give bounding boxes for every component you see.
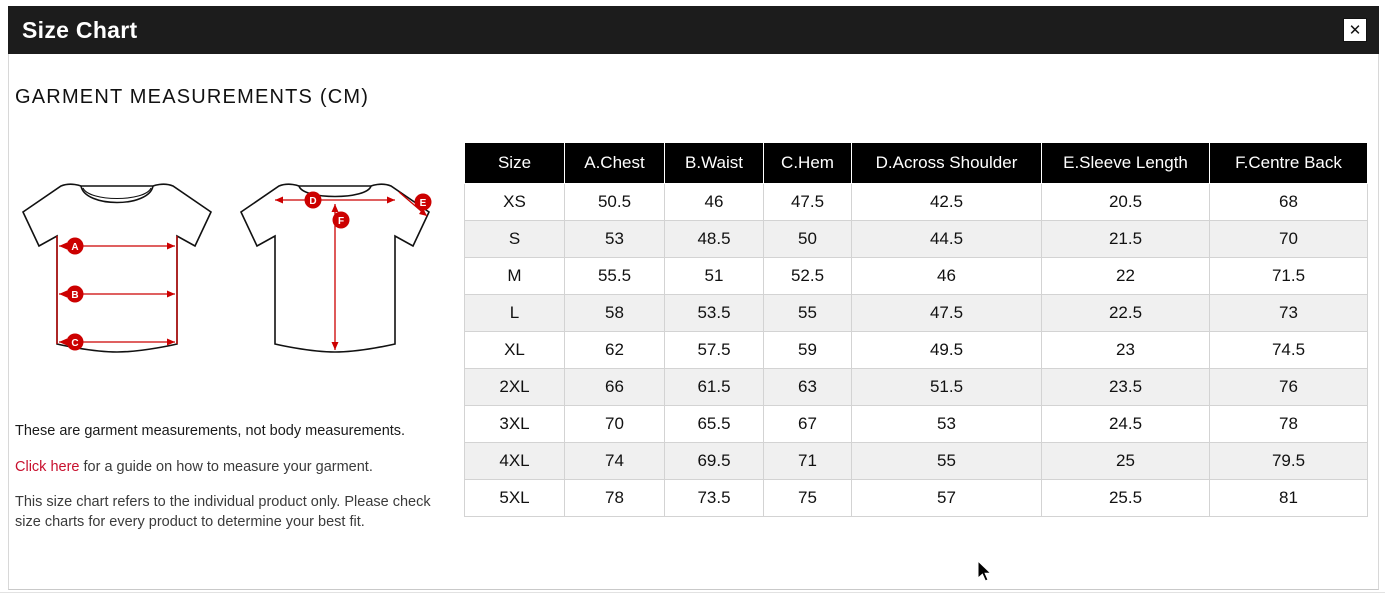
cell-chest: 50.5 xyxy=(565,184,665,221)
table-header-row xyxy=(465,143,1368,184)
table-row xyxy=(465,480,1368,517)
cell-size: L xyxy=(465,295,565,332)
left-column xyxy=(13,164,453,532)
cell-chest: 74 xyxy=(565,443,665,480)
cell-across-shoulder: 47.5 xyxy=(852,295,1042,332)
cell-size: 4XL xyxy=(465,443,565,480)
cell-waist: 57.5 xyxy=(665,332,764,369)
cell-size: 2XL xyxy=(465,369,565,406)
svg-text:D: D xyxy=(309,196,317,207)
table-row xyxy=(465,369,1368,406)
table-row xyxy=(465,443,1368,480)
cell-sleeve-length: 22.5 xyxy=(1042,295,1210,332)
measure-guide-link[interactable]: Click here xyxy=(15,458,80,475)
size-table xyxy=(464,142,1368,517)
cell-hem: 52.5 xyxy=(764,258,852,295)
cell-centre-back: 79.5 xyxy=(1210,443,1368,480)
cell-across-shoulder: 49.5 xyxy=(852,332,1042,369)
table-row xyxy=(465,221,1368,258)
cell-across-shoulder: 46 xyxy=(852,258,1042,295)
cell-waist: 73.5 xyxy=(665,480,764,517)
cell-chest: 66 xyxy=(565,369,665,406)
cell-chest: 78 xyxy=(565,480,665,517)
cell-chest: 70 xyxy=(565,406,665,443)
close-icon[interactable]: ✕ xyxy=(1343,18,1367,42)
cell-chest: 58 xyxy=(565,295,665,332)
svg-text:E: E xyxy=(419,198,427,209)
modal-title: Size Chart xyxy=(22,16,138,43)
cell-hem: 47.5 xyxy=(764,184,852,221)
cell-sleeve-length: 23 xyxy=(1042,332,1210,369)
cell-hem: 55 xyxy=(764,295,852,332)
table-row xyxy=(465,258,1368,295)
cell-size: 5XL xyxy=(465,480,565,517)
column-header: E.Sleeve Length xyxy=(1042,143,1210,184)
cell-size: 3XL xyxy=(465,406,565,443)
cell-chest: 55.5 xyxy=(565,258,665,295)
cell-size: XL xyxy=(465,332,565,369)
cell-waist: 61.5 xyxy=(665,369,764,406)
cell-across-shoulder: 42.5 xyxy=(852,184,1042,221)
measurement-notes xyxy=(13,422,453,532)
column-header: F.Centre Back xyxy=(1210,143,1368,184)
note-line-2 xyxy=(15,458,453,478)
cell-hem: 67 xyxy=(764,406,852,443)
cell-sleeve-length: 25 xyxy=(1042,443,1210,480)
cell-waist: 65.5 xyxy=(665,406,764,443)
cell-size: M xyxy=(465,258,565,295)
cell-centre-back: 73 xyxy=(1210,295,1368,332)
garment-diagram xyxy=(13,164,453,414)
modal-header xyxy=(8,6,1379,54)
cell-across-shoulder: 44.5 xyxy=(852,221,1042,258)
cell-waist: 51 xyxy=(665,258,764,295)
cell-size: S xyxy=(465,221,565,258)
page-title: GARMENT MEASUREMENTS (CM) xyxy=(15,86,370,108)
cell-waist: 53.5 xyxy=(665,295,764,332)
cell-waist: 69.5 xyxy=(665,443,764,480)
cell-across-shoulder: 55 xyxy=(852,443,1042,480)
note-line-1: These are garment measurements, not body measurements. xyxy=(15,423,406,439)
cell-centre-back: 71.5 xyxy=(1210,258,1368,295)
cell-sleeve-length: 21.5 xyxy=(1042,221,1210,258)
cell-centre-back: 78 xyxy=(1210,406,1368,443)
cell-sleeve-length: 22 xyxy=(1042,258,1210,295)
cell-hem: 71 xyxy=(764,443,852,480)
cell-hem: 50 xyxy=(764,221,852,258)
column-header: B.Waist xyxy=(665,143,764,184)
column-header: D.Across Shoulder xyxy=(852,143,1042,184)
cell-waist: 48.5 xyxy=(665,221,764,258)
cell-centre-back: 70 xyxy=(1210,221,1368,258)
cell-sleeve-length: 20.5 xyxy=(1042,184,1210,221)
cell-across-shoulder: 53 xyxy=(852,406,1042,443)
column-header: C.Hem xyxy=(764,143,852,184)
cell-chest: 62 xyxy=(565,332,665,369)
cell-size: XS xyxy=(465,184,565,221)
svg-text:C: C xyxy=(71,338,79,349)
cell-centre-back: 76 xyxy=(1210,369,1368,406)
table-row xyxy=(465,332,1368,369)
cell-sleeve-length: 23.5 xyxy=(1042,369,1210,406)
cell-chest: 53 xyxy=(565,221,665,258)
cell-hem: 75 xyxy=(764,480,852,517)
column-header: A.Chest xyxy=(565,143,665,184)
table-row xyxy=(465,406,1368,443)
size-table-wrapper xyxy=(464,142,1367,517)
cell-centre-back: 74.5 xyxy=(1210,332,1368,369)
note-line-2-rest: for a guide on how to measure your garment. xyxy=(79,458,373,475)
svg-text:A: A xyxy=(71,242,79,253)
cell-hem: 63 xyxy=(764,369,852,406)
cell-across-shoulder: 57 xyxy=(852,480,1042,517)
cell-centre-back: 68 xyxy=(1210,184,1368,221)
tshirt-diagram-svg xyxy=(13,164,453,414)
page-bottom-strip xyxy=(0,592,1385,601)
table-row xyxy=(465,295,1368,332)
svg-text:B: B xyxy=(71,290,79,301)
cell-across-shoulder: 51.5 xyxy=(852,369,1042,406)
cell-sleeve-length: 24.5 xyxy=(1042,406,1210,443)
modal-body xyxy=(8,54,1379,590)
table-row xyxy=(465,184,1368,221)
column-header: Size xyxy=(465,143,565,184)
svg-text:F: F xyxy=(337,216,345,227)
cell-hem: 59 xyxy=(764,332,852,369)
cell-waist: 46 xyxy=(665,184,764,221)
note-line-3: This size chart refers to the individual product only. Please check size charts for every product to determine your best fit. xyxy=(15,494,431,530)
cell-sleeve-length: 25.5 xyxy=(1042,480,1210,517)
cell-centre-back: 81 xyxy=(1210,480,1368,517)
